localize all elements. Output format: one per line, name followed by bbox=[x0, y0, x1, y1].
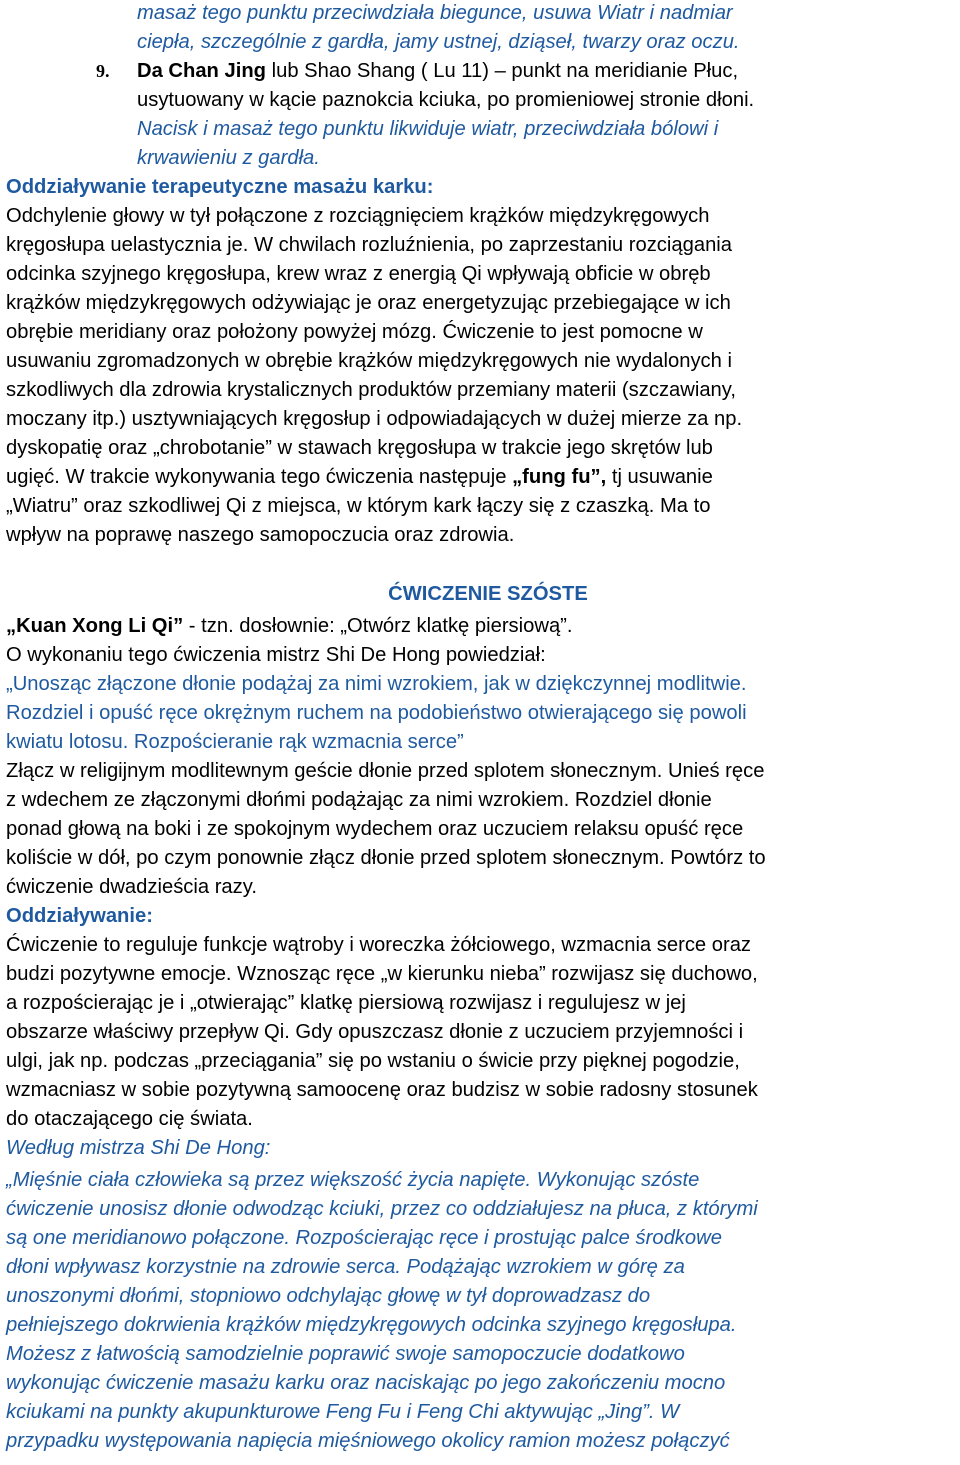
exercise-heading: ĆWICZENIE SZÓSTE bbox=[388, 583, 588, 605]
effect-line: wzmacniasz w sobie pozytywną samoocenę oraz budzisz w sobie radosny stosunek bbox=[6, 1079, 758, 1101]
instruction-line: koliście w dół, po czym ponownie złącz dłonie przed splotem słonecznym. Powtórz to bbox=[6, 847, 766, 869]
exercise-name-line bbox=[6, 612, 573, 641]
effect-line: a rozpościerając je i „otwierając” klatkę piersiową rozwijasz i regulujesz w jej bbox=[6, 992, 686, 1014]
paragraph-line: „Wiatru” oraz szkodliwej Qi z miejsca, w którym kark łączy się z czaszką. Ma to bbox=[6, 495, 711, 517]
exercise-name: „Kuan Xong Li Qi” bbox=[6, 615, 184, 637]
paragraph-line: obrębie meridiany oraz położony powyżej mózg. Ćwiczenie to jest pomocne w bbox=[6, 321, 703, 343]
list-item-9 bbox=[96, 57, 110, 86]
list-number: 9. bbox=[96, 61, 110, 81]
effect-line: do otaczającego cię świata. bbox=[6, 1108, 253, 1130]
paragraph-line: odcinka szyjnego kręgosłupa, krew wraz z energią Qi wpływają obficie w obręb bbox=[6, 263, 711, 285]
paragraph-line bbox=[6, 463, 713, 492]
text-run: ugięć. W trakcie wykonywania tego ćwiczenia następuje bbox=[6, 466, 513, 488]
master-quote-line: wykonując ćwiczenie masażu karku oraz naciskając po jego zakończeniu mocno bbox=[6, 1372, 726, 1394]
effect-line: obszarze właściwy przepływ Qi. Gdy opuszczasz dłonie z uczuciem przyjemności i bbox=[6, 1021, 744, 1043]
paragraph-line: moczany itp.) usztywniających kręgosłup i odpowiadających w dużej mierze za np. bbox=[6, 408, 743, 430]
quote-line: „Unosząc złączone dłonie podążaj za nimi wzrokiem, jak w dziękczynnej modlitwie. bbox=[6, 673, 747, 695]
master-quote-line: Możesz z łatwością samodzielnie poprawić swoje samopoczucie dodatkowo bbox=[6, 1343, 685, 1365]
master-quote-line: „Mięśnie ciała człowieka są przez większość życia napięte. Wykonując szóste bbox=[6, 1169, 700, 1191]
master-quote-line: przypadku występowania napięcia mięśniowego okolicy ramion możesz połączyć bbox=[6, 1430, 730, 1452]
exercise-translation: - tzn. dosłownie: „Otwórz klatkę piersiową”. bbox=[183, 615, 573, 637]
intro-line-2: ciepła, szczególnie z gardła, jamy ustnej, dziąseł, twarzy oraz oczu. bbox=[137, 31, 740, 53]
effect-line: budzi pozytywne emocje. Wznosząc ręce „w kierunku nieba” rozwijasz się duchowo, bbox=[6, 963, 758, 985]
paragraph-line: dyskopatię oraz „chrobotanie” w stawach kręgosłupa w trakcie jego skrętów lub bbox=[6, 437, 713, 459]
paragraph-line: kręgosłupa uelastycznia je. W chwilach rozluźnienia, po zaprzestaniu rozciągania bbox=[6, 234, 733, 256]
paragraph-line: Odchylenie głowy w tył połączone z rozciągnięciem krążków międzykręgowych bbox=[6, 205, 710, 227]
section-heading-neck: Oddziaływanie terapeutyczne masażu karku: bbox=[6, 176, 434, 198]
term-fung-fu: „fung fu”, bbox=[512, 466, 607, 488]
effect-line: Ćwiczenie to reguluje funkcje wątroby i woreczka żółciowego, wzmacnia serce oraz bbox=[6, 934, 752, 956]
paragraph-line: usuwaniu zgromadzonych w obrębie krążków międzykręgowych nie wydalonych i bbox=[6, 350, 732, 372]
quote-line: kwiatu lotosu. Rozpościeranie rąk wzmacnia serce” bbox=[6, 731, 464, 753]
item9-line-2: usytuowany w kącie paznokcia kciuka, po promieniowej stronie dłoni. bbox=[137, 89, 755, 111]
text-run: tj usuwanie bbox=[606, 466, 713, 488]
effect-heading: Oddziaływanie: bbox=[6, 905, 153, 927]
instruction-line: Złącz w religijnym modlitewnym geście dłonie przed splotem słonecznym. Unieś ręce bbox=[6, 760, 765, 782]
point-description: lub Shao Shang ( Lu 11) – punkt na meridianie Płuc, bbox=[266, 60, 739, 82]
paragraph-line: szkodliwych dla zdrowia krystalicznych produktów przemiany materii (szczawiany, bbox=[6, 379, 736, 401]
instruction-line: ponad głową na boki i ze spokojnym wydechem oraz uczuciem relaksu opuść ręce bbox=[6, 818, 744, 840]
master-quote-line: są one meridianowo połączone. Rozpościerając ręce i prostując palce środkowe bbox=[6, 1227, 722, 1249]
master-quote-line: pełniejszego dokrwienia krążków międzykręgowych odcinka szyjnego kręgosłupa. bbox=[6, 1314, 737, 1336]
paragraph-line: wpływ na poprawę naszego samopoczucia oraz zdrowia. bbox=[6, 524, 515, 546]
paragraph-line: krążków międzykręgowych odżywiając je oraz energetyzując przebiegające w ich bbox=[6, 292, 731, 314]
item9-line-1 bbox=[137, 57, 738, 86]
master-quote-line: ćwiczenie unosisz dłonie odwodząc kciuki, przez co oddziałujesz na płuca, z którymi bbox=[6, 1198, 758, 1220]
intro-line-1: masaż tego punktu przeciwdziała biegunce, usuwa Wiatr i nadmiar bbox=[137, 2, 733, 24]
master-intro-line: O wykonaniu tego ćwiczenia mistrz Shi De Hong powiedział: bbox=[6, 644, 546, 666]
instruction-line: ćwiczenie dwadzieścia razy. bbox=[6, 876, 257, 898]
item9-note-2: krwawieniu z gardła. bbox=[137, 147, 320, 169]
master-quote-line: kciukami na punkty akupunkturowe Feng Fu i Feng Chi aktywując „Jing”. W bbox=[6, 1401, 680, 1423]
instruction-line: z wdechem ze złączonymi dłońmi podążając za nimi wzrokiem. Rozdziel dłonie bbox=[6, 789, 712, 811]
effect-line: ulgi, jak np. podczas „przeciągania” się po wstaniu o świcie przy pięknej pogodzie, bbox=[6, 1050, 740, 1072]
master-quote-line: dłoni wpływasz korzystnie na zdrowie serca. Podążając wzrokiem w górę za bbox=[6, 1256, 685, 1278]
item9-note-1: Nacisk i masaż tego punktu likwiduje wiatr, przeciwdziała bólowi i bbox=[137, 118, 719, 140]
point-name: Da Chan Jing bbox=[137, 60, 266, 82]
quote-line: Rozdziel i opuść ręce okrężnym ruchem na podobieństwo otwierającego się powoli bbox=[6, 702, 747, 724]
master-according-label: Według mistrza Shi De Hong: bbox=[6, 1137, 271, 1159]
master-quote-line: unoszonymi dłońmi, stopniowo odchylając głowę w tył doprowadzasz do bbox=[6, 1285, 651, 1307]
